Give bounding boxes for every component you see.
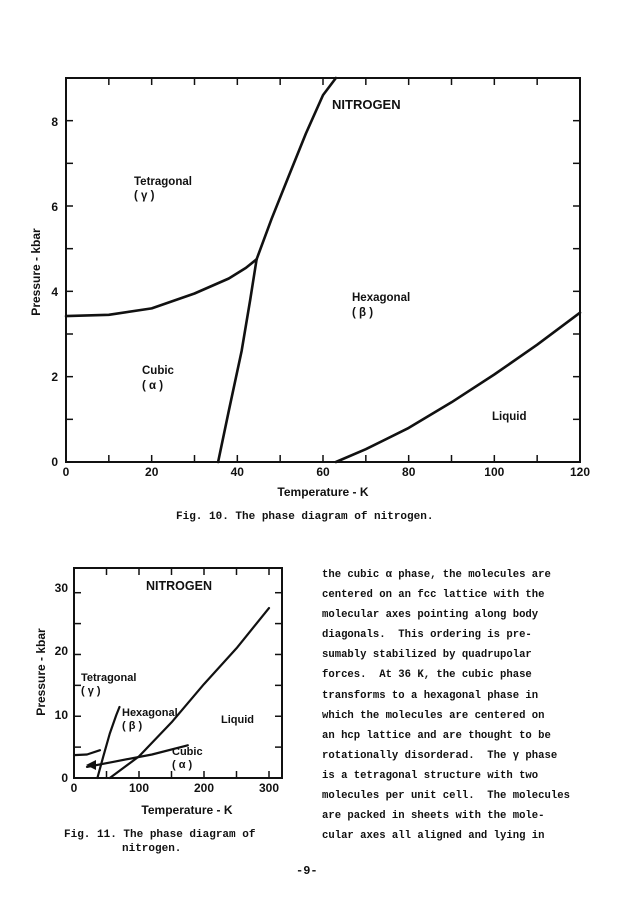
fig10-x-axis-label: Temperature - K xyxy=(277,485,369,499)
fig11-title: NITROGEN xyxy=(146,579,212,593)
fig11-tetragonal-symbol: ( γ ) xyxy=(81,685,101,697)
body-text-line: molecules per unit cell. The molecules xyxy=(322,790,570,803)
fig11-y-axis-label: Pressure - kbar xyxy=(34,628,48,716)
body-text-line: the cubic α phase, the molecules are xyxy=(322,569,551,581)
fig11-x-tick-label: 0 xyxy=(70,781,78,795)
body-text-line: are packed in sheets with the mole- xyxy=(322,810,545,823)
fig11-y-tick-label: 20 xyxy=(54,644,68,658)
fig11-y-tick-label: 10 xyxy=(54,708,68,722)
fig11-y-tick-labels xyxy=(55,581,69,785)
fig10-x-tick-label: 40 xyxy=(230,465,244,479)
fig10-plot-frame xyxy=(66,78,580,462)
body-text-line: cular axes all aligned and lying in xyxy=(322,830,545,843)
fig10-x-tick-label: 60 xyxy=(316,465,330,479)
fig11-x-tick-label: 300 xyxy=(258,781,280,795)
fig11-cubic-label: Cubic xyxy=(172,746,203,758)
fig10-y-axis-label: Pressure - kbar xyxy=(29,228,43,316)
fig10-phase-boundaries xyxy=(66,78,580,462)
body-text-line: diagonals. This ordering is pre- xyxy=(322,629,532,642)
fig10-cubic-symbol: ( α ) xyxy=(142,380,164,392)
fig10-tetragonal-label: Tetragonal xyxy=(134,176,192,188)
fig10-phase-boundary-2 xyxy=(257,78,336,259)
fig10-phase-boundary-0 xyxy=(66,259,257,316)
fig10-title: NITROGEN xyxy=(332,97,401,112)
fig11-hexagonal-symbol: ( β ) xyxy=(122,720,143,732)
fig10-y-tick-label: 4 xyxy=(51,285,58,299)
body-text xyxy=(322,565,622,846)
fig10-hexagonal-symbol: ( β ) xyxy=(352,307,374,319)
body-text-line: rotationally disorderad. The γ phase xyxy=(322,749,558,762)
body-text-line: transforms to a hexagonal phase in xyxy=(322,689,539,702)
fig11-caption-line1: Fig. 11. The phase diagram of xyxy=(64,829,256,841)
body-text-line: an hcp lattice and are thought to be xyxy=(322,729,551,742)
body-text-line: is a tetragonal structure with two xyxy=(322,769,539,782)
fig10-x-tick-label: 20 xyxy=(145,465,159,479)
body-text-line: molecular axes pointing along body xyxy=(322,609,539,622)
fig10-tick-marks xyxy=(66,78,580,462)
fig10-x-tick-label: 120 xyxy=(569,465,591,479)
fig11-phase-boundary-1 xyxy=(97,707,119,778)
fig10-y-tick-label: 2 xyxy=(51,370,58,384)
fig10-liquid-label: Liquid xyxy=(492,411,527,423)
fig11-arrow-icon xyxy=(86,760,96,770)
fig11-y-tick-label: 0 xyxy=(61,771,68,785)
fig10-y-tick-label: 8 xyxy=(51,115,58,129)
fig10-phase-boundary-1 xyxy=(218,259,257,462)
fig10-hexagonal-label: Hexagonal xyxy=(352,292,411,304)
fig11-tetragonal-label: Tetragonal xyxy=(81,672,137,684)
fig10-tetragonal-symbol: ( γ ) xyxy=(134,190,155,202)
fig10-x-tick-label: 80 xyxy=(402,465,416,479)
page-number: -9- xyxy=(296,864,318,878)
fig10-y-tick-label: 0 xyxy=(51,455,58,469)
body-text-line: forces. At 36 K, the cubic phase xyxy=(322,669,532,682)
body-text-line: sumably stabilized by quadrupolar xyxy=(322,649,532,662)
fig10-cubic-label: Cubic xyxy=(142,365,174,377)
fig10-x-tick-label: 0 xyxy=(62,465,70,479)
fig11-cubic-symbol: ( α ) xyxy=(172,759,193,771)
fig11-x-tick-label: 200 xyxy=(193,781,215,795)
fig10-y-tick-labels xyxy=(51,115,58,469)
fig11-liquid-label: Liquid xyxy=(221,714,254,726)
fig10-x-tick-label: 100 xyxy=(484,465,505,479)
fig11-x-tick-labels xyxy=(71,781,280,795)
fig10-y-tick-label: 6 xyxy=(51,200,58,214)
fig10-phase-boundary-3 xyxy=(336,313,580,462)
fig11-x-tick-label: 100 xyxy=(128,781,150,795)
body-text-line: which the molecules are centered on xyxy=(322,709,545,722)
fig11-x-axis-label: Temperature - K xyxy=(141,803,233,817)
fig11-phase-boundary-0 xyxy=(74,750,100,755)
fig10-x-tick-labels xyxy=(63,465,591,479)
body-text-line: centered on an fcc lattice with the xyxy=(322,589,545,602)
fig11-y-tick-label: 30 xyxy=(54,581,68,595)
fig11-hexagonal-label: Hexagonal xyxy=(122,707,178,719)
fig10-caption: Fig. 10. The phase diagram of nitrogen. xyxy=(176,511,434,523)
fig11-caption-line2: nitrogen. xyxy=(122,843,182,855)
